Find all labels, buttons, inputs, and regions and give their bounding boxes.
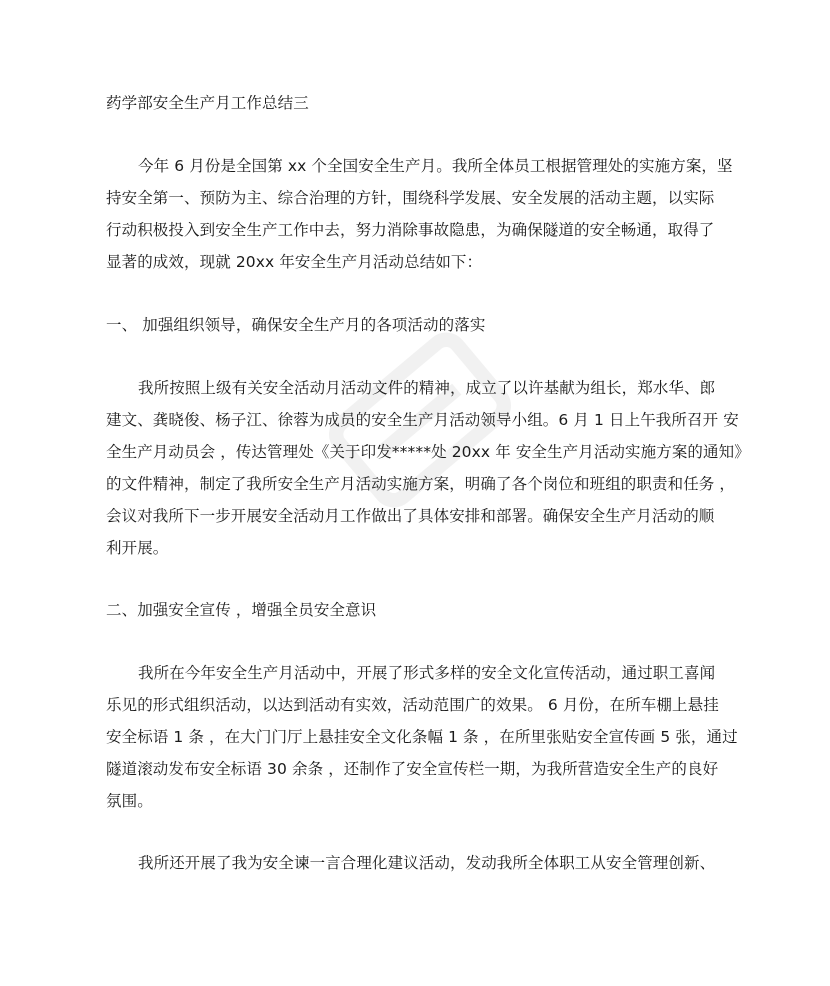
section-heading-1: 一、 加强组织领导，确保安全生产月的各项活动的落实 bbox=[106, 316, 486, 334]
paragraph-2-line-2: 建文、龚晓俊、杨子江、徐蓉为成员的安全生产月活动领导小组。6 月 1 日上午我所召开 安 bbox=[106, 411, 739, 429]
paragraph-3-line-5: 氛围。 bbox=[106, 792, 153, 810]
section-heading-2: 二、加强安全宣传 ，增强全员安全意识 bbox=[106, 601, 377, 619]
paragraph-1-line-2: 持安全第一、预防为主、综合治理的方针，围绕科学发展、安全发展的活动主题，以实际 bbox=[106, 189, 715, 207]
paragraph-3-line-4: 隧道滚动发布安全标语 30 余条 ，还制作了安全宣传栏一期，为我所营造安全生产的良好 bbox=[106, 760, 719, 778]
paragraph-3-line-3: 安全标语 1 条 ，在大门门厅上悬挂安全文化条幅 1 条 ，在所里张贴安全宣传画 5 张，通过 bbox=[106, 728, 738, 746]
paragraph-1-line-1: 今年 6 月份是全国第 xx 个全国安全生产月。我所全体员工根据管理处的实施方案，坚 bbox=[138, 157, 733, 175]
paragraph-1-line-3: 行动积极投入到安全生产工作中去，努力消除事故隐患，为确保隧道的安全畅通，取得了 bbox=[106, 221, 715, 239]
paragraph-2-line-4: 的文件精神，制定了我所安全生产月活动实施方案，明确了各个岗位和班组的职责和任务 ， bbox=[106, 475, 736, 493]
paragraph-1-line-4: 显著的成效，现就 20xx 年安全生产月活动总结如下： bbox=[106, 253, 483, 271]
paragraph-4-line-1: 我所还开展了我为安全谏一言合理化建议活动，发动我所全体职工从安全管理创新、 bbox=[138, 854, 716, 872]
paragraph-3-line-2: 乐见的形式组织活动，以达到活动有实效，活动范围广的效果。 6 月份，在所车棚上悬挂 bbox=[106, 696, 719, 714]
paragraph-2-line-1: 我所按照上级有关安全活动月活动文件的精神，成立了以许基献为组长，郑水华、郎 bbox=[138, 379, 716, 397]
paragraph-2-line-3: 全生产月动员会 ，传达管理处《关于印发*****处 20xx 年 安全生产月活动实施方案的通知》 bbox=[106, 443, 750, 461]
document-title: 药学部安全生产月工作总结三 bbox=[106, 94, 309, 112]
paragraph-2-line-5: 会议对我所下一步开展安全活动月工作做出了具体安排和部署。确保安全生产月活动的顺 bbox=[106, 507, 715, 525]
paragraph-3-line-1: 我所在今年安全生产月活动中，开展了形式多样的安全文化宣传活动，通过职工喜闻 bbox=[138, 664, 716, 682]
paragraph-2-line-6: 利开展。 bbox=[106, 539, 169, 557]
